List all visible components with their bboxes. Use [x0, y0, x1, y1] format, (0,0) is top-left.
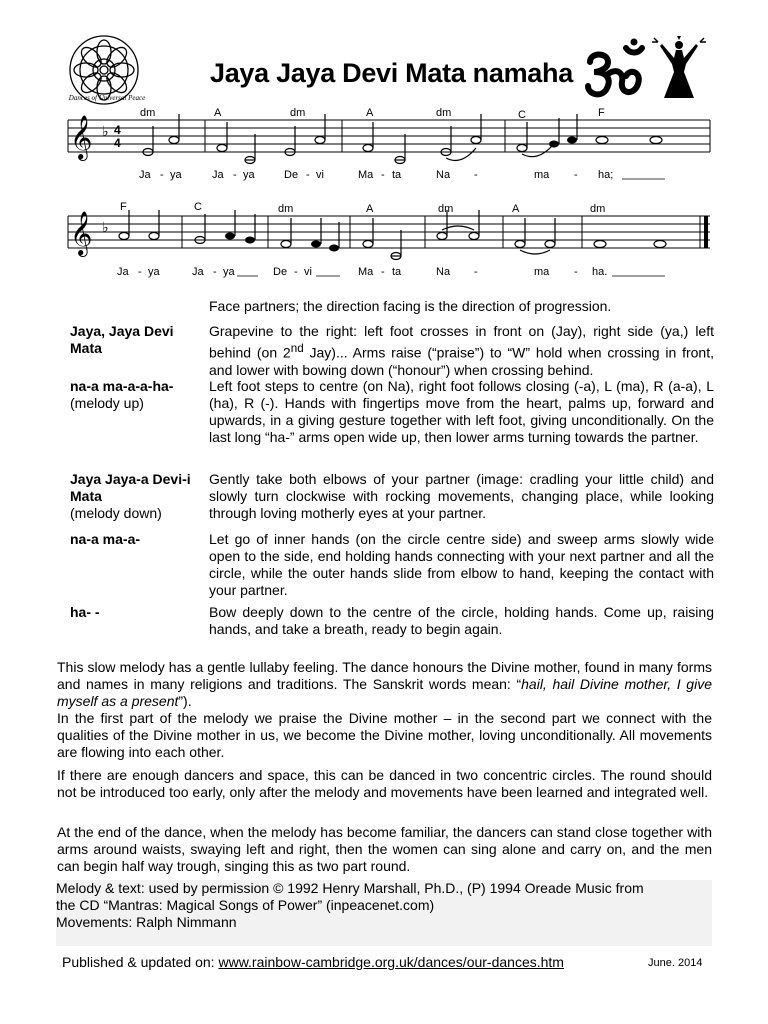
svg-text:𝄞: 𝄞: [70, 117, 93, 159]
published-label: Published & updated on:: [62, 954, 215, 970]
lyric-syllable: ta: [392, 266, 402, 278]
lyric-syllable: Ja: [117, 266, 129, 278]
lyric-syllable: De: [284, 169, 299, 181]
staff-line-1: [68, 114, 710, 164]
lyric-syllable: Ja: [139, 169, 151, 181]
step-description: Gently take both elbows of your partner (image: cradling your little child) and slowly turn clockwise with rocking movements, changing place, while looking through loving motherly eyes at your partner.: [209, 471, 714, 521]
chord-symbol: dm: [140, 107, 156, 119]
chord-symbol: F: [598, 107, 605, 119]
step-description: [209, 323, 714, 379]
chord-symbol: A: [366, 107, 374, 119]
page-title: Jaya Jaya Devi Mata namaha: [210, 58, 573, 88]
about-paragraph: At the end of the dance, when the melody has become familiar, the dancers can stand close together with arms around waists, swaying left and right, then the women can sing alone and carry on, and the men can begin half way trough, singing this as two part round.: [57, 824, 712, 874]
about-paragraph: If there are enough dancers and space, this can be danced in two concentric circles. The round should not be introduced too early, only after the melody and movements have been learned and integrated well.: [57, 767, 712, 800]
lyric-syllable: -: [233, 169, 237, 181]
lyric-syllable: ha;: [598, 169, 614, 181]
logo-caption: Dances of Universal Peace: [68, 94, 146, 102]
about-paragraph: [57, 659, 712, 761]
step-name-bold: Jaya Jaya-a Devi-i Mata: [70, 471, 191, 504]
lyric-syllable: ta: [392, 169, 402, 181]
svg-text:𝄞: 𝄞: [70, 213, 93, 255]
step-name-sub: (melody down): [70, 505, 162, 521]
lyric-syllable: Ma: [358, 169, 374, 181]
chord-symbol: dm: [278, 203, 294, 215]
credits-box: [56, 880, 712, 946]
publication-date: June. 2014: [648, 957, 703, 969]
sheet-music: [0, 0, 768, 300]
lyric-syllable: ya: [243, 169, 255, 181]
lyric-syllable: ma: [534, 266, 550, 278]
step-name: [70, 323, 205, 357]
lyric-syllable: -: [306, 169, 310, 181]
chord-symbol: A: [214, 107, 222, 119]
credits-line: Melody & text: used by permission © 1992 Henry Marshall, Ph.D., (P) 1994 Oreade Music from: [56, 880, 644, 896]
step-text: Grapevine to the right: left foot crosses in front on (Jay), right side (ya,) left behind (on 2: [209, 323, 714, 361]
lyric-syllable: -: [381, 169, 385, 181]
chord-symbol: dm: [436, 107, 452, 119]
chord-symbol: C: [194, 201, 202, 213]
chord-symbol: dm: [438, 203, 454, 215]
lyric-syllable: -: [574, 169, 578, 181]
step-name: [70, 604, 205, 621]
credits-line: the CD “Mantras: Magical Songs of Power” (inpeacenet.com): [56, 897, 435, 913]
staff-line-2: [68, 210, 710, 260]
lyric-syllable: -: [160, 169, 164, 181]
lyric-syllable: Na: [436, 169, 451, 181]
ordinal-suffix: nd: [290, 342, 304, 355]
chord-symbol: A: [366, 203, 374, 215]
chord-symbol: A: [512, 203, 520, 215]
lyric-syllable: Ma: [358, 266, 374, 278]
paragraph-text: In the first part of the melody we praise the Divine mother – in the second part we connect with the qualities of the Divine mother in us, we become the Divine mother, loving unconditionally. All movements are flowing into each other.: [57, 710, 712, 760]
paragraph-text: ”).: [178, 693, 192, 709]
step-name: [70, 531, 205, 548]
svg-text:♭: ♭: [102, 219, 109, 235]
lyric-syllable: -: [574, 266, 578, 278]
step-description: Left foot steps to centre (on Na), right foot follows closing (-a), L (ma), R (a-a), L (ha), R (-). Hands with fingertips move from the heart, palms up, forward and upwards, in a giving gesture together with left foot, giving unconditionally. On the last long “ha-” arms open wide up, then lower arms turning towards the partner.: [209, 378, 714, 445]
svg-text:4: 4: [114, 136, 121, 150]
step-name: [70, 378, 205, 412]
website-link[interactable]: www.rainbow-cambridge.org.uk/dances/our-dances.htm: [218, 954, 564, 970]
lyric-syllable: vi: [316, 169, 324, 181]
svg-text:♭: ♭: [102, 123, 109, 139]
dance-intro: Face partners; the direction facing is the direction of progression.: [209, 298, 612, 314]
step-name-sub: (melody up): [70, 395, 144, 411]
lyric-syllable: ha.: [592, 266, 608, 278]
step-description: Let go of inner hands (on the circle centre side) and sweep arms slowly wide open to the side, end holding hands connecting with your next partner and all the circle, while the outer hands slide from elbow to hand, keeping the contact with your partner.: [209, 531, 714, 598]
lyric-syllable: Na: [436, 266, 451, 278]
published-line: [62, 954, 564, 970]
lyric-syllable: De: [273, 266, 288, 278]
lyric-syllable: -: [474, 266, 478, 278]
step-text: Jay)... Arms raise (“praise”) to “W” hold when crossing in front, and lower with bowing down (“honour”) when crossing behind.: [209, 344, 714, 378]
lyric-syllable: ya: [148, 266, 160, 278]
lyric-syllable: -: [294, 266, 298, 278]
step-name-bold: na-a ma-a-a-ha-: [70, 378, 174, 394]
lyric-syllable: -: [213, 266, 217, 278]
step-name: [70, 471, 205, 522]
lyric-syllable: ya: [170, 169, 182, 181]
step-description: Bow deeply down to the centre of the circle, holding hands. Come up, raising hands, and take a breath, ready to begin again.: [209, 604, 714, 637]
paragraph-text: This slow melody has a gentle lullaby feeling. The dance honours the Divine mother, found in many forms and names in many religions and traditions. The Sanskrit words mean: “: [57, 659, 712, 692]
lyric-syllable: ya: [223, 266, 235, 278]
dance-instructions: [70, 298, 714, 638]
step-name-bold: Jaya, Jaya Devi Mata: [70, 323, 174, 356]
svg-text:4: 4: [114, 123, 121, 137]
step-name-bold: na-a ma-a-: [70, 531, 141, 547]
lyric-syllable: -: [138, 266, 142, 278]
lyric-syllable: ma: [534, 169, 550, 181]
lyric-syllable: -: [381, 266, 385, 278]
lyric-syllable: -: [474, 169, 478, 181]
lyric-syllable: Ja: [212, 169, 224, 181]
lyric-syllable: vi: [304, 266, 312, 278]
chord-symbol: C: [518, 109, 526, 121]
credits-line: Movements: Ralph Nimmann: [56, 914, 237, 930]
chord-symbol: dm: [290, 107, 306, 119]
lyric-syllable: Ja: [192, 266, 204, 278]
sanskrit-translation: hail, hail Divine mother, I give myself as a present: [57, 676, 712, 709]
chord-symbol: F: [120, 201, 127, 213]
chord-symbol: dm: [590, 203, 606, 215]
step-name-bold: ha- -: [70, 604, 100, 620]
